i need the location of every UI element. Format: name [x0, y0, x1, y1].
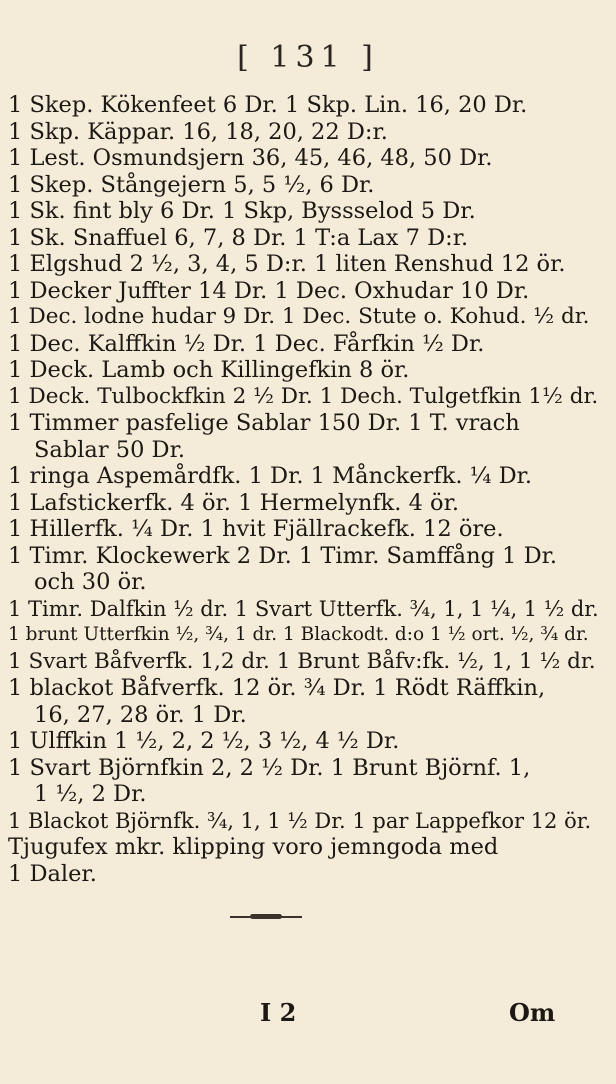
text-line-continuation: och 30 ör. — [34, 569, 147, 595]
text-line: 1 Svart Båfverfk. 1,2 dr. 1 Brunt Båfv:fk. ½, 1, 1 ½ dr. — [8, 648, 596, 674]
text-line: 1 Skp. Käppar. 16, 18, 20, 22 D:r. — [8, 118, 388, 145]
text-line: 1 Timmer pasfelige Sablar 150 Dr. 1 T. vrach — [8, 410, 520, 436]
text-line: 1 Svart Björnfkin 2, 2 ½ Dr. 1 Brunt Björnf. 1, — [8, 754, 531, 781]
text-line: 1 Timr. Klockewerk 2 Dr. 1 Timr. Samffång 1 Dr. — [8, 542, 558, 569]
text-line: 1 ringa Aspemårdfk. 1 Dr. 1 Månckerfk. ¼ Dr. — [8, 463, 533, 489]
text-line: 1 Skep. Kökenfeet 6 Dr. 1 Skp. Lin. 16, 20 Dr. — [8, 92, 528, 118]
text-line: 1 Blackot Björnfk. ¾, 1, 1 ½ Dr. 1 par Lappefkor 12 ör. — [8, 808, 592, 833]
catchword: Om — [509, 998, 556, 1027]
text-line: 1 Decker Juffter 14 Dr. 1 Dec. Oxhudar 10 Dr. — [8, 277, 530, 304]
text-line: 1 Daler. — [8, 860, 97, 887]
text-line: 1 Deck. Tulbockfkin 2 ½ Dr. 1 Dech. Tulgetfkin 1½ dr. — [8, 383, 599, 409]
text-line: 1 Lafstickerfk. 4 ör. 1 Hermelynfk. 4 ör. — [8, 489, 460, 516]
text-line: 1 blackot Båfverfk. 12 ör. ¾ Dr. 1 Rödt Räffkin, — [8, 675, 546, 701]
text-line: 1 Timr. Dalfkin ½ dr. 1 Svart Utterfk. ¾, 1, 1 ¼, 1 ½ dr. — [8, 596, 599, 621]
text-line: 1 Lest. Osmundsjern 36, 45, 46, 48, 50 Dr. — [8, 145, 493, 171]
text-line: 1 Dec. Kalffkin ½ Dr. 1 Dec. Fårfkin ½ Dr. — [8, 330, 485, 357]
text-line: 1 Deck. Lamb och Killingefkin 8 ör. — [8, 357, 410, 383]
text-line: 1 brunt Utterfkin ½, ¾, 1 dr. 1 Blackodt. d:o 1 ½ ort. ½, ¾ dr. — [8, 624, 589, 645]
text-line: 1 Hillerfk. ¼ Dr. 1 hvit Fjällrackefk. 12 öre. — [8, 516, 504, 542]
text-line: 1 Ulffkin 1 ½, 2, 2 ½, 3 ½, 4 ½ Dr. — [8, 728, 400, 754]
price-list — [0, 92, 600, 887]
text-line: 1 Sk. fint bly 6 Dr. 1 Skp, Byssselod 5 Dr. — [8, 198, 476, 224]
text-line-continuation: 16, 27, 28 ör. 1 Dr. — [34, 701, 247, 728]
signature-mark: I 2 — [260, 998, 297, 1027]
text-line: 1 Sk. Snaffuel 6, 7, 8 Dr. 1 T:a Lax 7 D:r. — [8, 224, 469, 251]
text-line-continuation: 1 ½, 2 Dr. — [34, 781, 147, 807]
page-number: [ 131 ] — [237, 40, 379, 75]
text-line: Tjugufex mkr. klipping voro jemngoda med — [8, 834, 499, 860]
text-line: 1 Skep. Stångejern 5, 5 ½, 6 Dr. — [8, 171, 375, 198]
text-line: 1 Elgshud 2 ½, 3, 4, 5 D:r. 1 liten Renshud 12 ör. — [8, 251, 566, 277]
text-line: 1 Dec. lodne hudar 9 Dr. 1 Dec. Stute o. Kohud. ½ dr. — [8, 304, 590, 329]
text-line-continuation: Sablar 50 Dr. — [34, 436, 186, 463]
ornamental-rule — [230, 914, 302, 919]
